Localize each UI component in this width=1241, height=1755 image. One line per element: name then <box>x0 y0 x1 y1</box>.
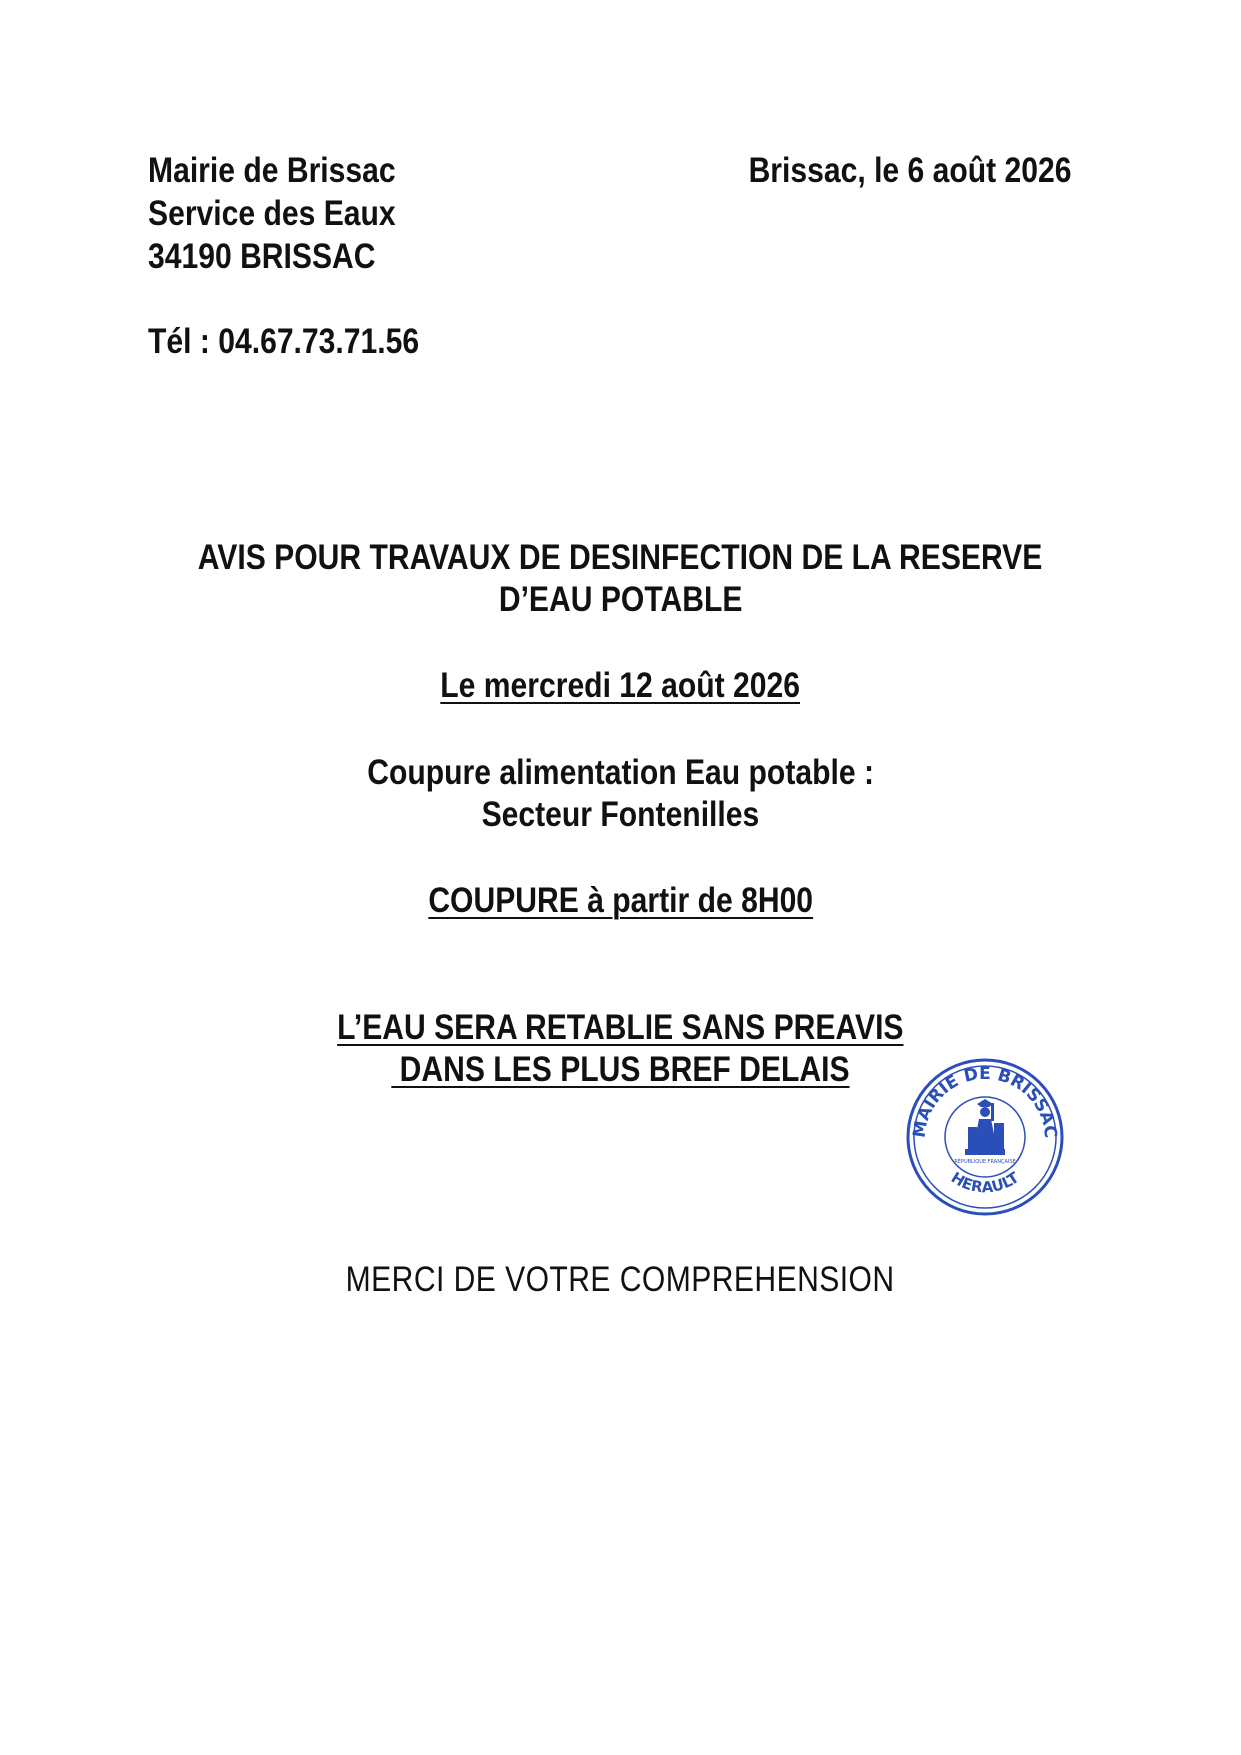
notice-title-line2: D’EAU POTABLE <box>498 580 743 619</box>
thanks-text: MERCI DE VOTRE COMPREHENSION <box>346 1260 895 1299</box>
letter-date: Brissac, le 6 août 2026 <box>748 151 1071 190</box>
cut-time <box>0 880 1241 922</box>
restore-line1: L’EAU SERA RETABLIE SANS PREAVIS <box>337 1008 904 1047</box>
sender-phone: Tél : 04.67.73.71.56 <box>148 322 420 361</box>
work-date-text: Le mercredi 12 août 2026 <box>440 666 801 705</box>
mairie-stamp <box>905 1057 1065 1217</box>
notice-title-line1: AVIS POUR TRAVAUX DE DESINFECTION DE LA RESERVE <box>198 538 1043 577</box>
stamp-inner-text: RÉPUBLIQUE FRANÇAISE <box>954 1159 1016 1165</box>
sender-block <box>148 150 463 364</box>
sender-org: Mairie de Brissac <box>148 151 396 190</box>
cut-line2: Secteur Fontenilles <box>481 795 760 834</box>
cut-sector <box>0 752 1241 836</box>
stamp-bottom-text: HERAULT <box>947 1168 1023 1197</box>
marianne-figure-icon <box>965 1099 1005 1155</box>
sender-service: Service des Eaux <box>148 194 396 233</box>
notice-title <box>0 537 1241 621</box>
restore-line2: DANS LES PLUS BREF DELAIS <box>391 1050 850 1089</box>
cut-line1: Coupure alimentation Eau potable : <box>367 753 874 792</box>
cut-time-text: COUPURE à partir de 8H00 <box>428 881 813 920</box>
work-date <box>0 665 1241 707</box>
sender-address: 34190 BRISSAC <box>148 237 376 276</box>
stamp-top-text: MAIRIE DE BRISSAC <box>909 1063 1061 1140</box>
thanks-line <box>0 1260 1241 1300</box>
